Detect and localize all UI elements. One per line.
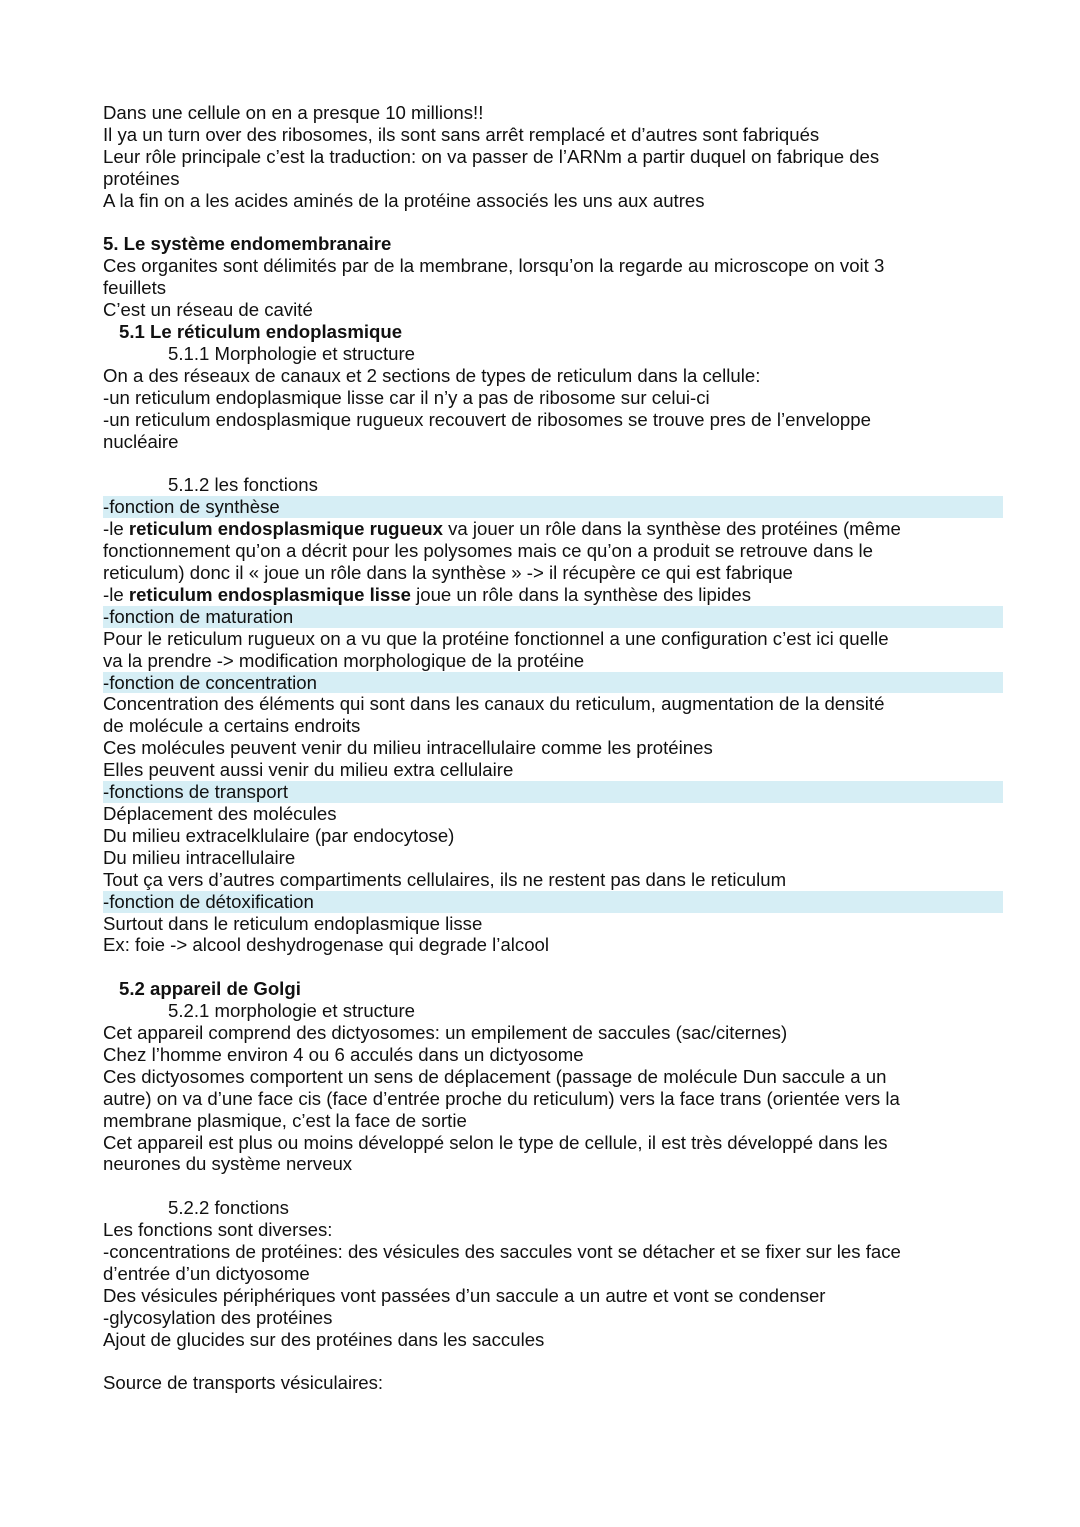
text-run: -fonction de concentration — [103, 671, 317, 693]
text-run: 5.1 Le réticulum endoplasmique — [119, 321, 403, 343]
text-run: Ces organites sont délimités par de la membrane, lorsqu’on la regarde au microscope on voit 3 — [103, 255, 885, 277]
paragraph-line — [103, 628, 1003, 650]
highlight — [103, 891, 314, 912]
text-run: Tout ça vers d’autres compartiments cellulaires, ils ne restent pas dans le reticulum — [103, 868, 787, 890]
paragraph-line — [103, 1307, 1003, 1329]
text-run: Source de transports vésiculaires: — [103, 1372, 384, 1394]
text-run: Du milieu intracellulaire — [103, 846, 296, 868]
text-run: membrane plasmique, c’est la face de sortie — [103, 1109, 467, 1131]
highlighted-function-label — [103, 891, 1003, 913]
paragraph-line — [103, 190, 1003, 212]
text-run: feuillets — [103, 277, 167, 299]
text-run: -le — [103, 583, 129, 605]
paragraph-line — [103, 847, 1003, 869]
text-run: Pour le reticulum rugueux on a vu que la protéine fonctionnel a une configuration c’est ici quelle — [103, 627, 889, 649]
text-run: -fonction de maturation — [103, 605, 294, 627]
paragraph-line — [103, 518, 1003, 540]
text-run: fonctionnement qu’on a décrit pour les polysomes mais ce qu’on a produit se retrouve dans le — [103, 540, 874, 562]
document-body — [103, 102, 1003, 1394]
highlight — [103, 496, 280, 517]
text-run: 5. Le système endomembranaire — [103, 233, 392, 255]
text-run: 5.1.1 Morphologie et structure — [168, 342, 416, 364]
bold-term: reticulum endosplasmique rugueux — [128, 518, 443, 540]
text-run: -le — [103, 518, 129, 540]
paragraph-line — [103, 365, 1003, 387]
text-run: 5.2.2 fonctions — [168, 1197, 289, 1219]
paragraph-line — [103, 650, 1003, 672]
paragraph-line — [103, 387, 1003, 409]
paragraph-line — [103, 825, 1003, 847]
text-run: Il ya un turn over des ribosomes, ils sont sans arrêt remplacé et d’autres sont fabriqués — [103, 123, 820, 145]
highlight — [103, 781, 288, 802]
paragraph-line — [103, 1372, 1003, 1394]
text-run: Du milieu extracelklulaire (par endocytose) — [103, 824, 455, 846]
subsection-heading — [103, 321, 1003, 343]
paragraph-line — [103, 1066, 1003, 1088]
text-run: reticulum) donc il « joue un rôle dans la synthèse » -> il récupère ce qui est fabrique — [103, 562, 793, 583]
blank-line — [103, 452, 1003, 474]
text-run: Chez l’homme environ 4 ou 6 acculés dans un dictyosome — [103, 1043, 584, 1065]
paragraph-line — [103, 1219, 1003, 1241]
subsubsection-heading — [103, 1000, 1003, 1022]
text-run: Déplacement des molécules — [103, 802, 337, 824]
paragraph-line — [103, 693, 1003, 715]
paragraph-line — [103, 1153, 1003, 1175]
text-run: d’entrée d’un dictyosome — [103, 1262, 310, 1284]
text-run: -fonction de détoxification — [103, 890, 314, 912]
text-run: -fonction de synthèse — [103, 496, 280, 518]
paragraph-line — [103, 540, 1003, 562]
subsubsection-heading — [103, 343, 1003, 365]
text-run: -fonctions de transport — [103, 781, 289, 803]
paragraph-line — [103, 277, 1003, 299]
paragraph-line — [103, 299, 1003, 321]
highlighted-function-label — [103, 672, 1003, 694]
text-run: -glycosylation des protéines — [103, 1306, 333, 1328]
paragraph-line — [103, 562, 1003, 584]
text-run: Leur rôle principale c’est la traduction: on va passer de l’ARNm a partir duquel on fabrique des — [103, 145, 880, 167]
text-run: Ces molécules peuvent venir du milieu intracellulaire comme les protéines — [103, 737, 713, 759]
paragraph-line — [103, 1263, 1003, 1285]
text-run: Les fonctions sont diverses: — [103, 1219, 333, 1241]
text-run: -un reticulum endoplasmique lisse car il n’y a pas de ribosome sur celui-ci — [103, 386, 710, 408]
text-run: Cet appareil comprend des dictyosomes: un empilement de saccules (sac/citernes) — [103, 1022, 788, 1044]
text-run: neurones du système nerveux — [103, 1153, 353, 1175]
text-run: nucléaire — [103, 430, 179, 452]
blank-line — [103, 956, 1003, 978]
text-run: Dans une cellule on en a presque 10 millions!! — [103, 102, 484, 123]
blank-line — [103, 1351, 1003, 1373]
paragraph-line — [103, 1241, 1003, 1263]
paragraph-line — [103, 715, 1003, 737]
highlighted-function-label — [103, 781, 1003, 803]
subsubsection-heading — [103, 474, 1003, 496]
paragraph-line — [103, 913, 1003, 935]
paragraph-line — [103, 1088, 1003, 1110]
text-run: Elles peuvent aussi venir du milieu extra cellulaire — [103, 759, 514, 781]
text-run: Concentration des éléments qui sont dans les canaux du reticulum, augmentation de la densité — [103, 693, 885, 715]
paragraph-line — [103, 102, 1003, 124]
text-run: de molécule a certains endroits — [103, 715, 361, 737]
text-run: Cet appareil est plus ou moins développé selon le type de cellule, il est très développé dans les — [103, 1131, 888, 1153]
paragraph-line — [103, 869, 1003, 891]
paragraph-line — [103, 584, 1003, 606]
highlight — [103, 672, 317, 693]
text-run: 5.2 appareil de Golgi — [119, 978, 301, 1000]
bold-term: reticulum endosplasmique lisse — [128, 583, 411, 605]
paragraph-line — [103, 803, 1003, 825]
text-run: Surtout dans le reticulum endoplasmique lisse — [103, 912, 483, 934]
text-run: Ces dictyosomes comportent un sens de déplacement (passage de molécule Dun saccule a un — [103, 1065, 887, 1087]
text-run: -un reticulum endosplasmique rugueux recouvert de ribosomes se trouve pres de l’enveloppe — [103, 408, 871, 430]
paragraph-line — [103, 1044, 1003, 1066]
subsection-heading — [103, 978, 1003, 1000]
text-run: Ajout de glucides sur des protéines dans les saccules — [103, 1328, 545, 1350]
paragraph-line — [103, 1110, 1003, 1132]
highlight — [103, 606, 293, 627]
text-run: va la prendre -> modification morphologique de la protéine — [103, 649, 585, 671]
text-run: protéines — [103, 167, 180, 189]
blank-line — [103, 212, 1003, 234]
text-run: 5.2.1 morphologie et structure — [168, 1000, 416, 1022]
text-run: A la fin on a les acides aminés de la protéine associés les uns aux autres — [103, 189, 705, 211]
highlighted-function-label — [103, 606, 1003, 628]
paragraph-line — [103, 737, 1003, 759]
paragraph-line — [103, 409, 1003, 431]
text-run: 5.1.2 les fonctions — [168, 474, 318, 496]
text-run: va jouer un rôle dans la synthèse des protéines (même — [442, 518, 901, 540]
text-run: -concentrations de protéines: des vésicules des saccules vont se détacher et se fixer sur les face — [103, 1241, 901, 1263]
text-run: C’est un réseau de cavité — [103, 299, 313, 321]
text-run: Des vésicules périphériques vont passées d’un saccule a un autre et vont se condenser — [103, 1284, 826, 1306]
paragraph-line — [103, 168, 1003, 190]
paragraph-line — [103, 1132, 1003, 1154]
paragraph-line — [103, 124, 1003, 146]
text-run: joue un rôle dans la synthèse des lipides — [410, 583, 752, 605]
paragraph-line — [103, 759, 1003, 781]
section-heading — [103, 233, 1003, 255]
paragraph-line — [103, 255, 1003, 277]
text-run: autre) on va d’une face cis (face d’entrée proche du reticulum) vers la face trans (orientée vers la — [103, 1087, 900, 1109]
paragraph-line — [103, 1285, 1003, 1307]
blank-line — [103, 1175, 1003, 1197]
paragraph-line — [103, 1022, 1003, 1044]
paragraph-line — [103, 934, 1003, 956]
paragraph-line — [103, 146, 1003, 168]
text-run: On a des réseaux de canaux et 2 sections de types de reticulum dans la cellule: — [103, 364, 761, 386]
highlighted-function-label — [103, 496, 1003, 518]
paragraph-line — [103, 431, 1003, 453]
paragraph-line — [103, 1329, 1003, 1351]
text-run: Ex: foie -> alcool deshydrogenase qui degrade l’alcool — [103, 934, 550, 956]
subsubsection-heading — [103, 1197, 1003, 1219]
